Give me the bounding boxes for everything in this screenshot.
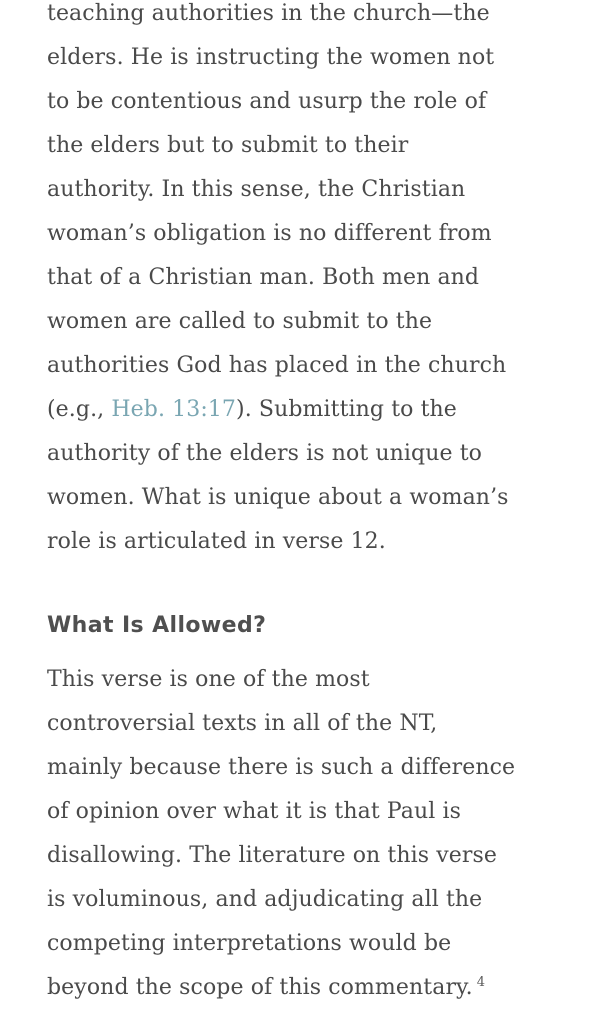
footnote-marker[interactable]: 4 bbox=[476, 974, 486, 990]
article-body bbox=[47, 0, 567, 1010]
paragraph bbox=[47, 0, 567, 564]
paragraph bbox=[47, 658, 567, 1010]
paragraph-text: This verse is one of the most controversial texts in all of the NT, mainly because there is such a difference of opinion over what it is that Paul is disallowing. The literature on this verse is voluminous, and adjudicating all the competing interpretations would be beyond the scope of this commentary. bbox=[47, 667, 516, 1000]
paragraph-text: ). Submitting to the authority of the elders is not unique to women. What is unique about a woman’s role is articulated in verse 12. bbox=[47, 397, 509, 554]
section-heading: What Is Allowed? bbox=[47, 613, 267, 638]
scripture-link[interactable]: Heb. 13:17 bbox=[111, 397, 237, 422]
paragraph-text: teaching authorities in the church—the elders. He is instructing the women not to be contentious and usurp the role of the elders but to submit to their authority. In this sense, the Christian woman’s obligation is no different from that of a Christian man. Both men and women are called to submit to the authorities God has placed in the church (e.g., bbox=[47, 1, 507, 422]
